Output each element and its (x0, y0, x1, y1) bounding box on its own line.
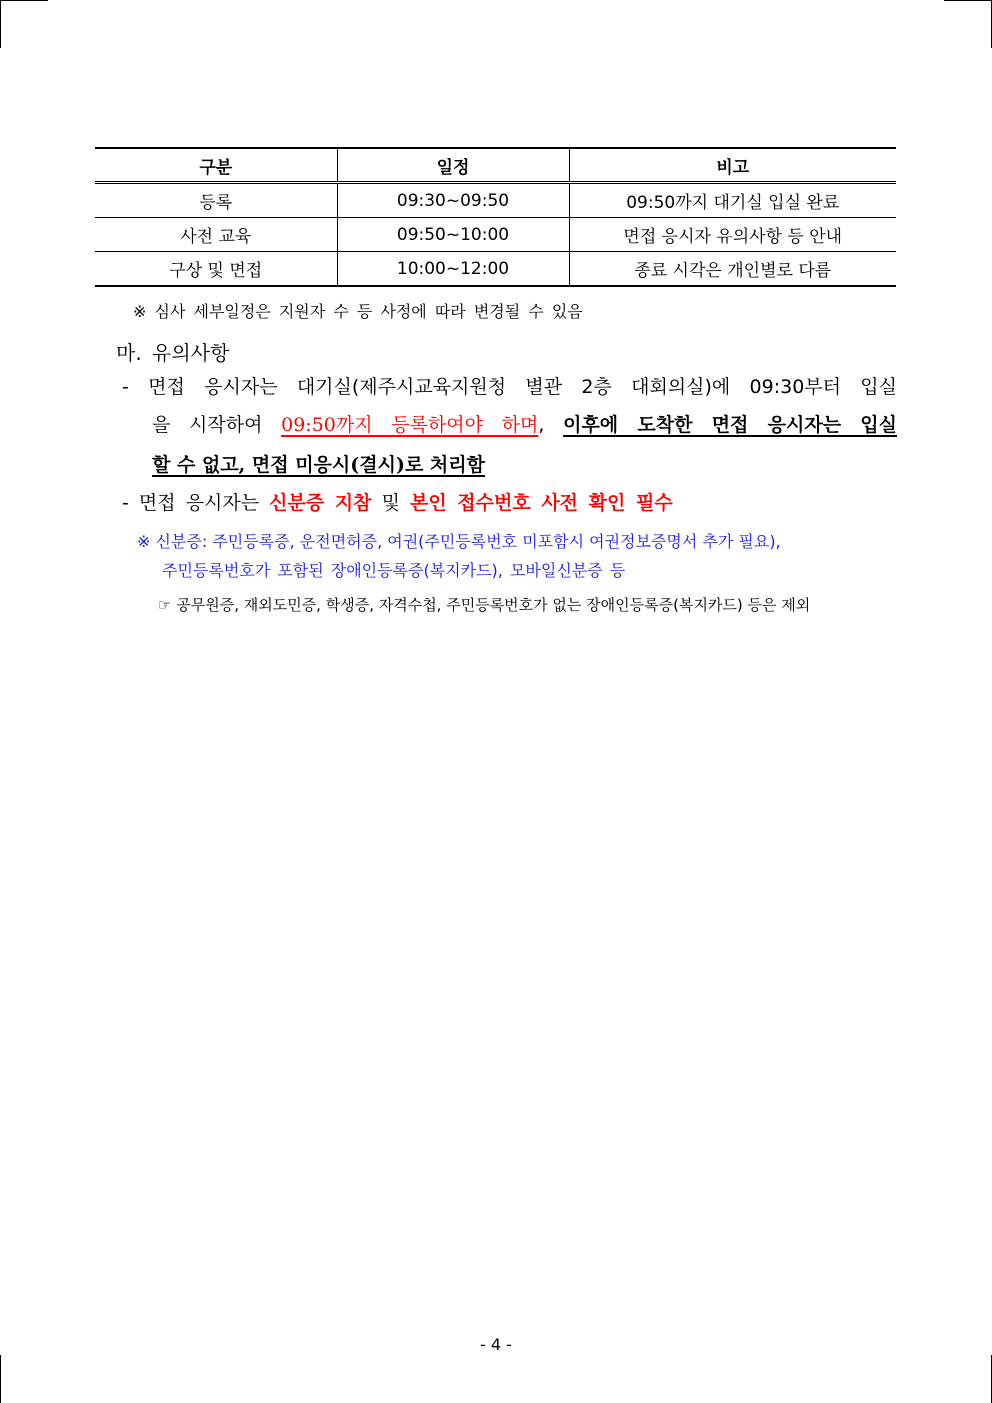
header-category: 구분 (95, 148, 337, 183)
section-heading: 마. 유의사항 (116, 341, 230, 365)
table-row (95, 218, 896, 252)
cell-remarks: 면접 응시자 유의사항 등 안내 (569, 218, 896, 252)
bullet1-text-b-plain: 을 시작하여 (152, 414, 263, 436)
bullet1-late-arrival-emphasis: 이후에 도착한 면접 응시자는 입실 (563, 414, 897, 436)
bullet2-number-check: 본인 접수번호 사전 확인 필수 (409, 492, 673, 514)
cell-remarks: 09:50까지 대기실 입실 완료 (569, 183, 896, 218)
cell-category: 등록 (95, 183, 337, 218)
bullet1-line2 (152, 410, 897, 437)
table-row (95, 183, 896, 218)
bullet1-deadline-emphasis: 09:50까지 등록하여야 하며 (281, 414, 539, 436)
exclusion-text: 공무원증, 재외도민증, 학생증, 자격수첩, 주민등록번호가 없는 장애인등록증(복지카드) 등은 제외 (176, 596, 811, 614)
header-remarks: 비고 (569, 148, 896, 183)
header-schedule: 일정 (337, 148, 569, 183)
bullet2-dash: - (122, 492, 129, 514)
bullet1-text-a: 면접 응시자는 대기실(제주시교육지원청 별관 2층 대회의실)에 09:30부터 입실 (148, 376, 897, 398)
bullet2-prefix: 면접 응시자는 (138, 492, 260, 514)
exclusion-note (158, 594, 810, 615)
page-number: - 4 - (480, 1335, 512, 1354)
table-header-row (95, 148, 896, 183)
table-row (95, 252, 896, 287)
cell-schedule: 09:50~10:00 (337, 218, 569, 252)
schedule-note: ※ 심사 세부일정은 지원자 수 등 사정에 따라 변경될 수 있음 (133, 302, 583, 321)
cell-schedule: 10:00~12:00 (337, 252, 569, 287)
crop-mark-top-left-horizontal (0, 0, 48, 1)
bullet2-mid: 및 (381, 492, 400, 514)
pointing-hand-icon: ☞ (158, 596, 172, 614)
crop-mark-top-right-horizontal (944, 0, 992, 1)
bullet1-line3: 할 수 없고, 면접 미응시(결시)로 처리함 (152, 454, 485, 476)
bullet2 (122, 488, 673, 515)
bullet1-line1 (122, 372, 897, 399)
cell-remarks: 종료 시각은 개인별로 다름 (569, 252, 896, 287)
id-note-line2: 주민등록번호가 포함된 장애인등록증(복지카드), 모바일신분증 등 (162, 561, 626, 580)
schedule-table (95, 147, 896, 287)
crop-mark-bottom-left-vertical (0, 1355, 1, 1403)
cell-schedule: 09:30~09:50 (337, 183, 569, 218)
id-note-line1: ※ 신분증: 주민등록증, 운전면허증, 여권(주민등록번호 미포함시 여권정보증명서 추가 필요), (137, 532, 781, 551)
cell-category: 사전 교육 (95, 218, 337, 252)
cell-category: 구상 및 면접 (95, 252, 337, 287)
bullet1-comma: , (538, 414, 545, 436)
bullet1-dash: - (122, 376, 129, 398)
bullet2-id-required: 신분증 지참 (269, 492, 372, 514)
crop-mark-top-left-vertical (0, 0, 1, 48)
